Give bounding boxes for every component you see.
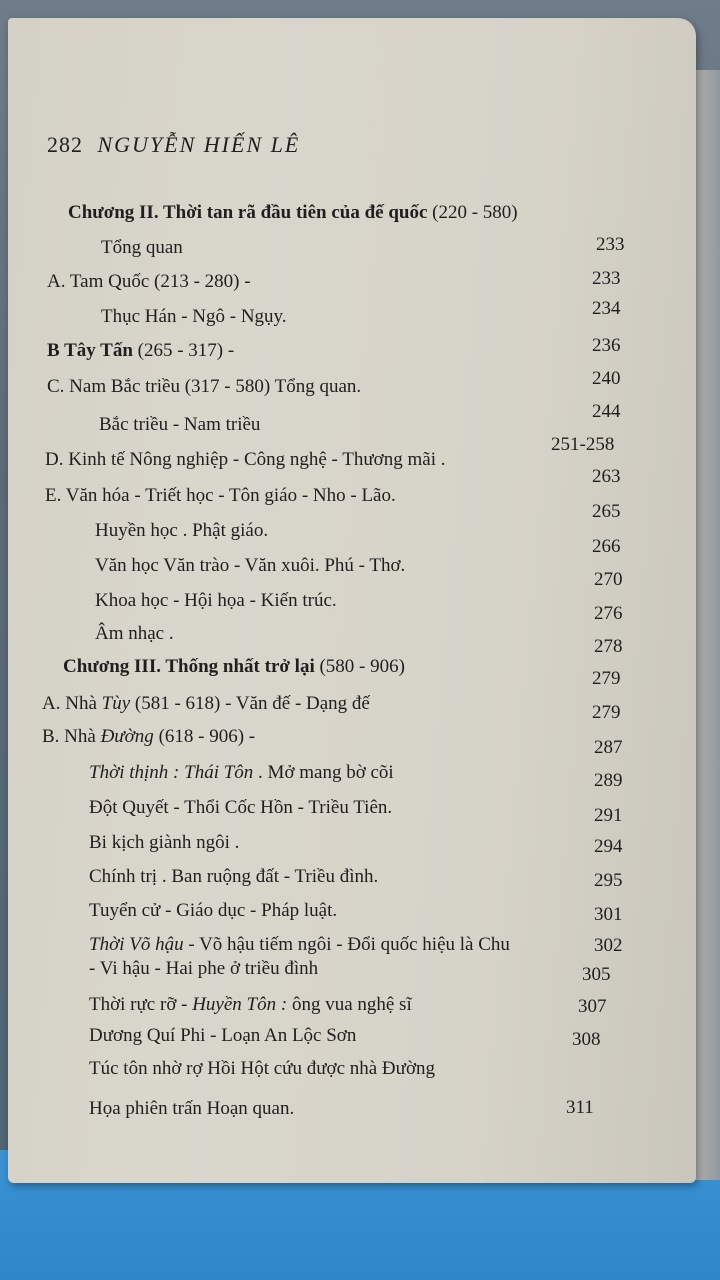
toc-entry: Khoa học - Hội họa - Kiến trúc. [95, 590, 337, 611]
toc-entry: D. Kinh tế Nông nghiệp - Công nghệ - Thương mãi . [45, 449, 446, 470]
toc-entry: Túc tôn nhờ rợ Hồi Hột cứu được nhà Đường [89, 1058, 435, 1079]
toc-entry: Chính trị . Ban ruộng đất - Triều đình. [89, 866, 379, 887]
toc-page: 279 [592, 668, 621, 689]
toc-page: 302 [594, 935, 623, 956]
toc-page: 308 [572, 1029, 601, 1050]
toc-page: 263 [592, 466, 621, 487]
toc-page: 233 [596, 234, 625, 255]
toc-entry: Tuyển cử - Giáo dục - Pháp luật. [89, 900, 338, 921]
toc-page: 279 [592, 702, 621, 723]
toc-page: 266 [592, 536, 621, 557]
toc-entry: Thời Võ hậu - Võ hậu tiếm ngôi - Đổi quốc hiệu là Chu [89, 934, 510, 955]
toc-page: 240 [592, 368, 621, 389]
toc-chapter-3: Chương III. Thống nhất trở lại (580 - 906) [63, 656, 405, 677]
toc-page: 289 [594, 770, 623, 791]
toc-page: 276 [594, 603, 623, 624]
toc-entry: Văn học Văn trào - Văn xuôi. Phú - Thơ. [95, 555, 406, 576]
toc-entry: Thời thịnh : Thái Tôn . Mở mang bờ cõi [89, 762, 394, 783]
toc-entry: B Tây Tấn (265 - 317) - [47, 340, 235, 361]
toc-page: 265 [592, 501, 621, 522]
toc-entry: Bắc triều - Nam triều [99, 414, 261, 435]
toc-page: 294 [594, 836, 623, 857]
toc-page: 307 [578, 996, 607, 1017]
toc-page: 251-258 [551, 434, 615, 455]
toc-entry: Tổng quan [101, 237, 183, 258]
toc-page: 278 [594, 636, 623, 657]
toc-entry: Thục Hán - Ngô - Ngụy. [101, 306, 287, 327]
toc-entry: B. Nhà Đường (618 - 906) - [42, 726, 256, 747]
toc-page: 311 [566, 1097, 594, 1118]
toc-entry: - Vi hậu - Hai phe ở triều đình [89, 958, 319, 979]
toc-entry: Âm nhạc . [95, 623, 174, 644]
toc-entry: Thời rực rỡ - Huyền Tôn : ông vua nghệ sĩ [89, 994, 412, 1015]
toc-entry: Đột Quyết - Thổi Cốc Hồn - Triều Tiên. [89, 797, 393, 818]
toc-chapter-2: Chương II. Thời tan rã đầu tiên của đế quốc (220 - 580) [68, 202, 518, 223]
toc-page: 295 [594, 870, 623, 891]
toc-page: 244 [592, 401, 621, 422]
toc-page: 301 [594, 904, 623, 925]
toc-entry: A. Nhà Tùy (581 - 618) - Văn đế - Dạng đế [42, 693, 370, 714]
toc-page: 234 [592, 298, 621, 319]
toc-page: 287 [594, 737, 623, 758]
toc-entry: E. Văn hóa - Triết học - Tôn giáo - Nho - Lão. [45, 485, 396, 506]
toc-entry: Huyền học . Phật giáo. [95, 520, 269, 541]
toc-page: 270 [594, 569, 623, 590]
toc-entry: C. Nam Bắc triều (317 - 580) Tổng quan. [47, 376, 362, 397]
toc-entry: Dương Quí Phi - Loạn An Lộc Sơn [89, 1025, 357, 1046]
toc-page: 233 [592, 268, 621, 289]
toc-page: 305 [582, 964, 611, 985]
toc-entry: Bi kịch giành ngôi . [89, 832, 240, 853]
toc-entry: Họa phiên trấn Hoạn quan. [89, 1098, 295, 1119]
toc-page: 291 [594, 805, 623, 826]
author-name: NGUYỄN HIẾN LÊ [97, 132, 301, 157]
toc-page: 236 [592, 335, 621, 356]
page-number: 282 [47, 132, 83, 157]
toc-entry: A. Tam Quốc (213 - 280) - [47, 271, 251, 292]
